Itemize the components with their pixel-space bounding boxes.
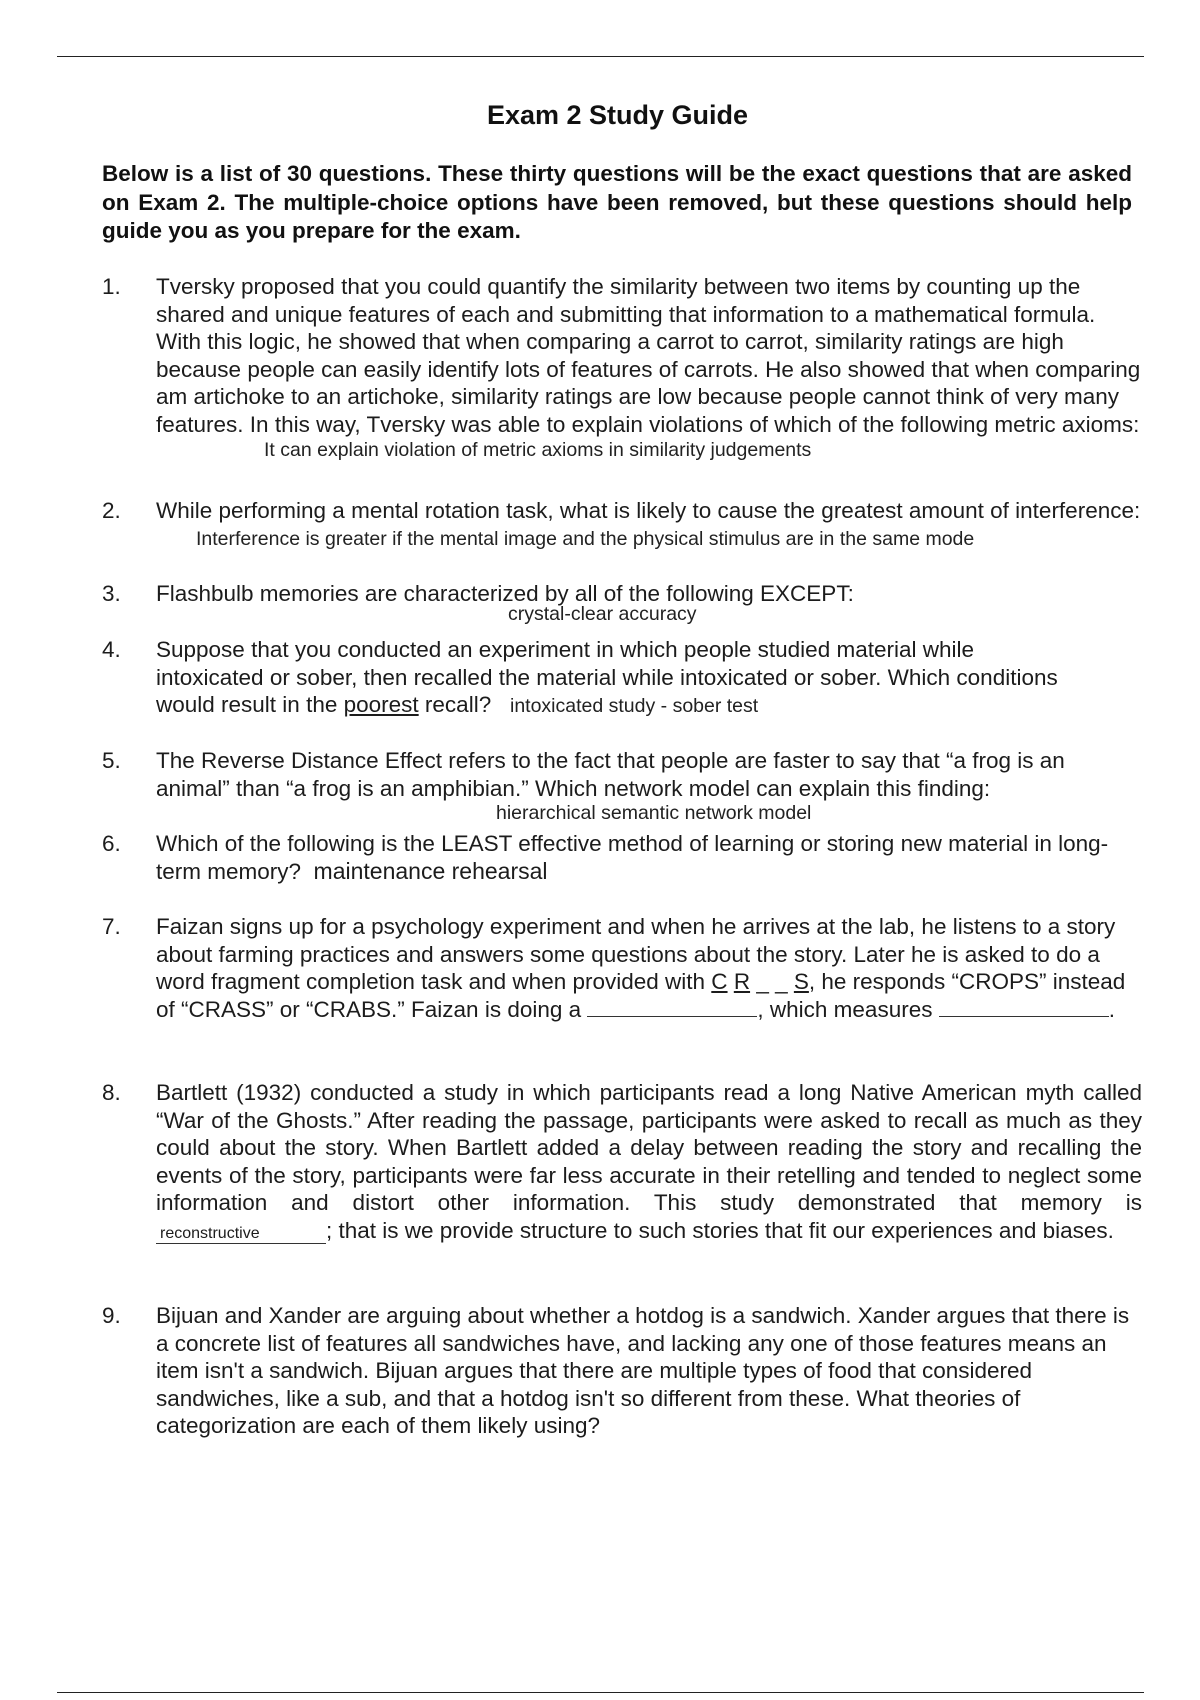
answer-blank-filled: reconstructive [156,1225,326,1244]
question-3 [102,580,1142,626]
question-9 [102,1302,1142,1440]
question-text: Suppose that you conducted an experiment in which people studied material while intoxicated or sober, then recalled the material while intoxicated or sober. Which conditions would result in the poorest recall? intoxicated study - sober test [156,637,1058,718]
fragment-gap: _ _ [756,969,788,995]
question-number: 3. [102,581,121,606]
question-text: While performing a mental rotation task, what is likely to cause the greatest amount of interference: [156,498,1141,523]
question-1 [102,273,1142,462]
question-number: 6. [102,831,121,856]
top-rule [57,56,1144,57]
question-number: 4. [102,637,121,662]
page-title: Exam 2 Study Guide [486,100,749,130]
answer-text: It can explain violation of metric axioms in similarity judgements [264,438,812,461]
question-number: 8. [102,1080,121,1105]
bottom-rule [57,1692,1144,1693]
question-text: Flashbulb memories are characterized by all of the following EXCEPT: [156,581,854,606]
question-text: Faizan signs up for a psychology experiment and when he arrives at the lab, he listens to a story about farming practices and answers some questions about the story. Later he is asked to do a word fragment completion task and when provided with C R _ _ S, he responds “CROPS” instead of “CRASS” or “CRABS.” Faizan is doing a , which measures . [156,914,1126,1022]
question-number: 7. [102,914,121,939]
fragment-letter: R [733,969,751,995]
answer-blank [939,998,1109,1017]
intro-paragraph: Below is a list of 30 questions. These thirty questions will be the exact questions that are asked on Exam 2. The multiple-choice options have been removed, but these questions should help guide you as you prepare for the exam. [102,161,1132,243]
question-number: 1. [102,274,121,299]
question-8 [102,1079,1142,1245]
answer-blank [587,998,757,1017]
answer-text: hierarchical semantic network model [496,802,812,825]
question-4 [102,636,1142,721]
question-number: 5. [102,748,121,773]
question-number: 9. [102,1303,121,1328]
question-text: Bijuan and Xander are arguing about whether a hotdog is a sandwich. Xander argues that there is a concrete list of features all sandwiches have, and lacking any one of those features means an item isn't a sandwich. Bijuan argues that there are multiple types of food that considered sandwiches, like a sub, and that a hotdog isn't so different from these. What theories of categorization are each of them likely using? [156,1303,1130,1439]
question-text: The Reverse Distance Effect refers to the fact that people are faster to say that “a frog is an animal” than “a frog is an amphibian.” Which network model can explain this finding: [156,748,1065,801]
question-text: Bartlett (1932) conducted a study in which participants read a long Native American myth called “War of the Ghosts.” After reading the passage, participants were asked to recall as much as they could about the story. When Bartlett added a delay between reading the story and recalling the events of the story, participants were far less accurate in their retelling and tended to neglect some information and distort other information. This study demonstrated that memory is reconstructive ; that is we provide structure to such stories that fit our experiences and biases. [156,1080,1142,1243]
emphasis-underline: poorest [343,692,419,718]
question-text: Tversky proposed that you could quantify the similarity between two items by counting up the shared and unique features of each and submitting that information to a mathematical formula. With this logic, he showed that when comparing a carrot to carrot, similarity ratings are high because people can easily identify lots of features of carrots. He also showed that when comparing am artichoke to an artichoke, similarity ratings are low because people cannot think of very many features. In this way, Tversky was able to explain violations of which of the following metric axioms: [156,274,1141,437]
question-text: Which of the following is the LEAST effective method of learning or storing new material in long-term memory? maintenance rehearsal [156,831,1109,884]
question-5 [102,747,1142,825]
question-7 [102,913,1142,1023]
question-number: 2. [102,498,121,523]
answer-text: intoxicated study - sober test [509,695,759,718]
answer-text: maintenance rehearsal [313,857,548,884]
answer-text: crystal-clear accuracy [508,602,697,625]
answer-text: Interference is greater if the mental image and the physical stimulus are in the same mode [196,527,975,550]
question-2 [102,497,1142,551]
fragment-letter: C [711,969,728,995]
fragment-letter: S [793,969,809,995]
question-6 [102,830,1142,885]
